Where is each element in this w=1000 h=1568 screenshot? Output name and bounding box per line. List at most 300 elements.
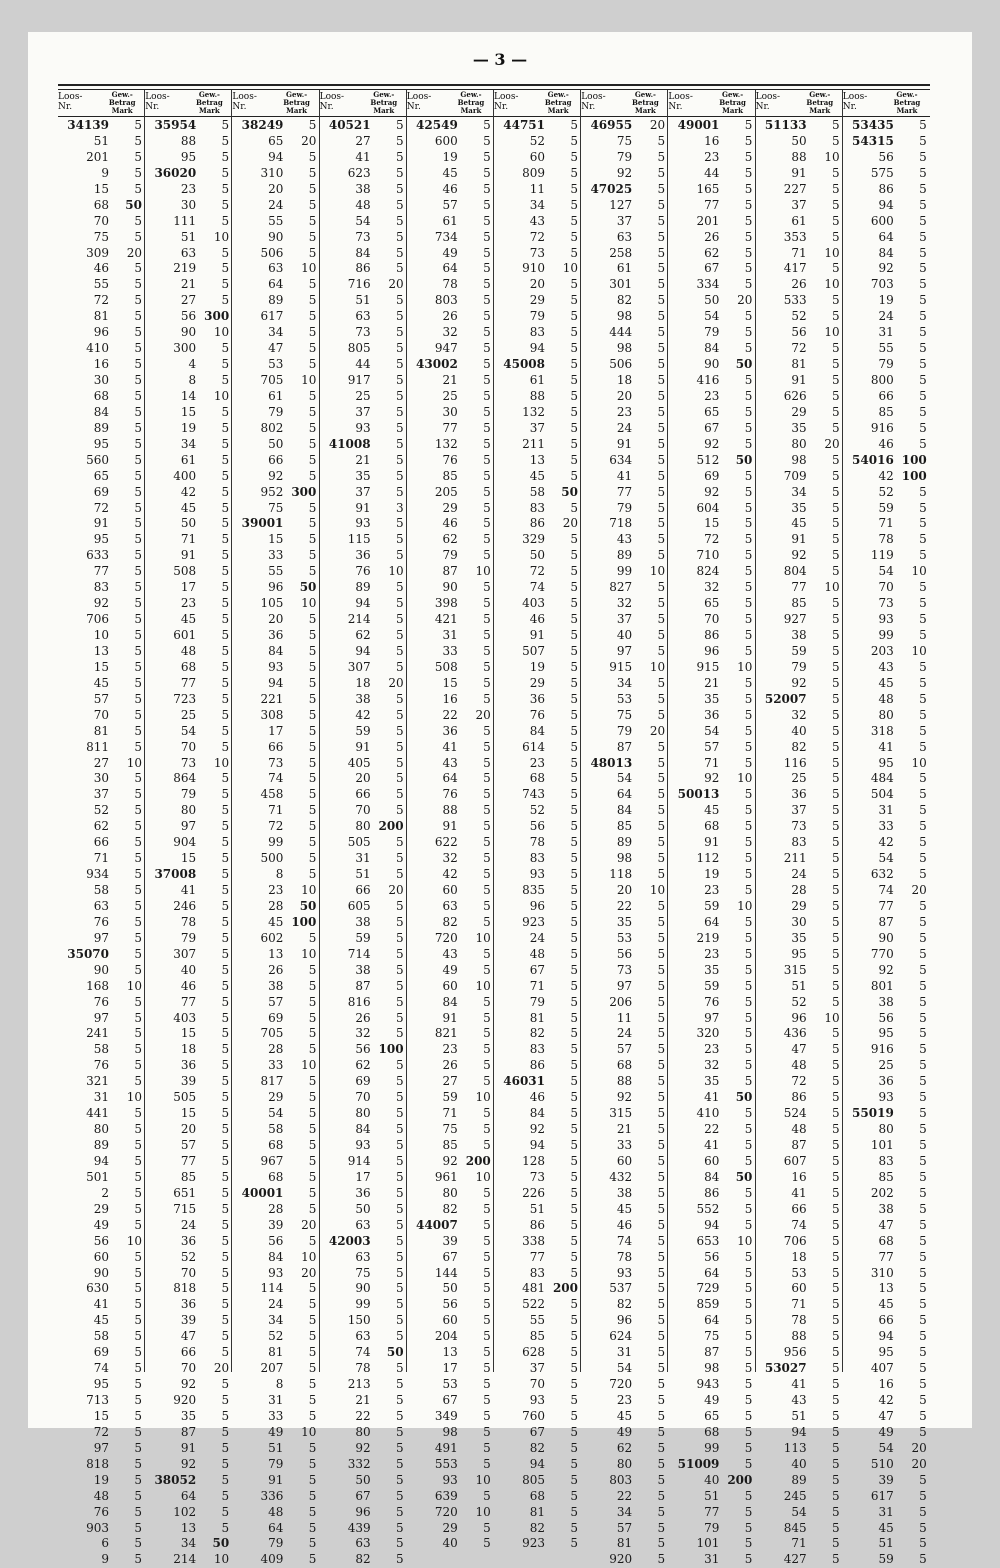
prize-amount: 5 [657,596,666,611]
table-row [843,1202,930,1218]
prize-amount: 10 [475,564,491,579]
ticket-number: 824 [696,564,720,579]
prize-amount: 5 [134,149,142,164]
ticket-number: 85 [878,404,894,419]
table-row [668,931,755,947]
ticket-number: 36 [878,1074,894,1089]
prize-amount: 5 [570,1138,578,1152]
prize-amount: 5 [483,133,491,148]
table-row [843,1026,930,1042]
ticket-number: 506 [609,357,633,372]
ticket-number: 86 [791,1090,807,1105]
table-row [320,1026,407,1042]
table-row [320,612,407,628]
prize-amount: 5 [483,1058,491,1073]
table-row [407,405,494,421]
ticket-number: 89 [93,420,109,435]
prize-amount: 5 [483,388,491,403]
ticket-number: 553 [434,1456,458,1471]
table-row [756,134,843,150]
prize-amount: 5 [221,1313,230,1328]
ticket-number: 64 [442,261,458,276]
ticket-number: 30 [442,404,458,419]
prize-amount: 5 [134,500,142,515]
prize-amount: 5 [570,1249,578,1264]
prize-amount: 5 [395,1329,404,1344]
prize-amount: 5 [570,1488,578,1503]
table-row [232,1552,319,1568]
ticket-number: 76 [355,564,371,579]
prize-amount: 5 [831,596,840,611]
ticket-number: 68 [529,1488,545,1503]
ticket-number: 32 [355,1026,371,1041]
prize-amount: 5 [570,452,578,467]
ticket-number: 20 [268,612,284,627]
ticket-number: 66 [878,388,894,403]
table-row [581,1122,668,1138]
prize-amount: 5 [308,245,317,260]
table-row [581,437,668,453]
ticket-number: 41 [791,1377,807,1392]
table-row [581,501,668,517]
ticket-number: 80 [878,1122,894,1137]
table-row [58,1425,145,1441]
prize-amount: 5 [657,851,666,866]
ticket-number: 18 [791,1249,807,1264]
table-row [756,421,843,437]
ticket-number: 15 [268,532,284,547]
header-amount-label [101,91,143,115]
table-row [581,453,668,469]
prize-amount: 5 [221,1010,230,1025]
prize-amount: 5 [744,883,753,897]
prize-amount: 5 [221,1424,230,1439]
prize-amount: 5 [657,978,666,993]
prize-amount: 5 [919,914,927,929]
prize-amount: 5 [570,1010,578,1025]
ticket-number: 421 [434,612,458,627]
table-row [581,1521,668,1537]
prize-amount: 5 [744,404,753,419]
prize-amount: 5 [657,1488,666,1503]
table-row [756,166,843,182]
prize-amount: 5 [308,1281,317,1296]
ticket-number: 60 [529,149,545,164]
prize-amount: 5 [221,564,230,579]
table-row [320,1074,407,1090]
prize-amount: 5 [134,325,142,340]
table-row [58,819,145,835]
table-row [668,1552,755,1568]
prize-amount: 5 [221,659,230,674]
table-row [232,724,319,740]
ticket-number: 92 [93,596,109,611]
table-row [843,803,930,819]
table-row [58,963,145,979]
ticket-number: 33 [616,1138,633,1152]
ticket-number: 71 [878,516,894,531]
prize-amount: 5 [831,484,840,499]
prize-amount: 5 [919,946,927,961]
ticket-number: 29 [529,675,545,690]
table-row [232,453,319,469]
prize-amount: 5 [831,1217,840,1232]
ticket-number: 101 [696,1536,720,1551]
table-row [668,532,755,548]
table-row [232,1202,319,1218]
table-row [668,1202,755,1218]
ticket-number: 947 [434,341,458,356]
table-row [320,1281,407,1297]
table-row [843,1138,930,1154]
header-amount-line1: Gew.- [460,90,482,99]
ticket-number: 71 [791,1297,807,1312]
ticket-number: 80 [791,436,807,451]
table-row [320,644,407,660]
table-column [842,90,930,1567]
table-row [581,150,668,166]
prize-amount: 50 [212,1536,230,1551]
table-row [145,309,232,325]
ticket-number: 35 [616,914,633,929]
prize-amount: 5 [744,755,753,770]
table-row [407,230,494,246]
table-row [581,1026,668,1042]
ticket-number: 33 [268,1058,284,1073]
ticket-number: 43002 [416,357,458,372]
table-row [843,1505,930,1521]
table-row [843,1234,930,1250]
ticket-number: 24 [268,197,284,212]
ticket-number: 54 [704,723,720,738]
table-row [756,1361,843,1377]
prize-amount: 5 [744,1026,753,1041]
prize-amount: 5 [134,691,142,706]
table-row [843,373,930,389]
ticket-number: 26 [442,309,458,324]
prize-amount: 5 [134,1010,142,1025]
prize-amount: 5 [395,787,404,802]
table-row [756,851,843,867]
ticket-number: 52 [791,994,807,1009]
ticket-number: 622 [434,835,458,850]
table-row [668,437,755,453]
prize-amount: 5 [308,1472,317,1487]
table-row [320,1106,407,1122]
ticket-number: 94 [529,1456,545,1471]
ticket-number: 77 [704,197,720,212]
ticket-number: 94 [878,1329,894,1344]
table-row [843,1250,930,1266]
table-row [756,1313,843,1329]
ticket-number: 64 [704,1265,720,1280]
prize-amount: 5 [221,1058,230,1073]
header-nr-label [843,92,887,112]
prize-amount: 50 [735,357,753,372]
table-row [320,1536,407,1552]
ticket-number: 132 [434,436,458,451]
table-row [58,373,145,389]
prize-amount: 5 [395,357,404,372]
table-row [407,867,494,883]
ticket-number: 44 [355,357,371,372]
prize-amount: 5 [744,978,753,993]
ticket-number: 92 [180,1456,197,1471]
ticket-number: 56 [529,819,545,834]
prize-amount: 5 [570,1026,578,1041]
ticket-number: 54 [616,771,633,786]
ticket-number: 31 [616,1345,633,1360]
prize-amount: 5 [919,357,927,372]
prize-amount: 10 [301,1424,317,1439]
table-row [145,1473,232,1489]
ticket-number: 37 [529,1361,545,1376]
prize-amount: 5 [570,819,578,834]
ticket-number: 82 [529,1440,545,1455]
ticket-number: 96 [268,580,284,595]
row-list [232,118,319,1568]
ticket-number: 46 [616,1217,633,1232]
table-row [756,325,843,341]
table-row [581,771,668,787]
ticket-number: 35 [791,420,807,435]
ticket-number: 95 [93,1377,109,1392]
ticket-number: 504 [870,787,894,802]
prize-amount: 5 [221,962,230,977]
prize-amount: 5 [831,420,840,435]
table-row [581,1297,668,1313]
prize-amount: 5 [308,149,317,164]
table-row [58,357,145,373]
ticket-number: 13 [93,643,109,658]
prize-amount: 5 [919,1122,927,1137]
ticket-number: 86 [529,1058,545,1073]
prize-amount: 5 [919,867,927,882]
prize-amount: 5 [657,1424,666,1439]
prize-amount: 5 [134,1456,142,1471]
table-row [581,118,668,134]
prize-amount: 5 [831,1456,840,1471]
prize-amount: 5 [395,1536,404,1551]
prize-amount: 5 [308,118,317,132]
table-row [756,771,843,787]
table-row [232,1297,319,1313]
ticket-number: 96 [355,1504,371,1519]
ticket-number: 23 [180,596,197,611]
table-row [581,341,668,357]
ticket-number: 505 [173,1090,197,1105]
prize-amount: 200 [727,1472,753,1487]
table-row [407,182,494,198]
prize-amount: 5 [570,930,578,945]
table-row [232,1011,319,1027]
table-row [581,1042,668,1058]
prize-amount: 5 [483,341,491,356]
header-nr-line2: Nr. [319,102,334,112]
ticket-number: 74 [268,771,284,786]
ticket-number: 39 [180,1074,197,1089]
table-row [494,596,581,612]
table-row [494,373,581,389]
table-row [407,166,494,182]
table-row [320,118,407,134]
ticket-number: 8 [188,373,197,387]
table-row [494,341,581,357]
prize-amount: 5 [919,994,927,1009]
table-row [494,1218,581,1234]
ticket-number: 28 [268,1201,284,1216]
table-row [756,1266,843,1282]
ticket-number: 70 [878,580,894,595]
ticket-number: 96 [791,1010,807,1025]
table-row [581,421,668,437]
table-row [756,182,843,198]
ticket-number: 24 [791,867,807,882]
table-row [668,1058,755,1074]
table-row [756,660,843,676]
table-row [494,644,581,660]
prize-amount: 5 [744,1552,753,1567]
prize-amount: 5 [308,213,317,228]
prize-amount: 5 [744,675,753,690]
ticket-number: 34139 [67,118,109,132]
table-row [145,787,232,803]
ticket-number: 42003 [328,1233,371,1248]
table-row [58,644,145,660]
prize-amount: 5 [134,898,142,913]
ticket-number: 64 [704,914,720,929]
ticket-number: 632 [870,867,894,882]
prize-amount: 5 [919,388,927,403]
prize-amount: 5 [483,659,491,674]
table-row [58,1536,145,1552]
table-row [145,995,232,1011]
table-row [668,724,755,740]
table-row [668,309,755,325]
ticket-number: 75 [704,1329,720,1344]
ticket-number: 835 [522,883,545,897]
table-row [58,1281,145,1297]
prize-amount: 5 [744,1153,753,1168]
table-row [843,309,930,325]
ticket-number: 83 [529,500,545,515]
ticket-number: 77 [442,420,458,435]
table-row [581,1138,668,1154]
ticket-number: 65 [704,404,720,419]
prize-amount: 200 [552,1281,578,1296]
ticket-number: 101 [870,1138,894,1152]
row-list [58,118,145,1568]
table-column [145,90,232,1567]
ticket-number: 915 [696,659,720,674]
table-row [756,1329,843,1345]
prize-amount: 5 [919,229,927,244]
prize-amount: 5 [657,309,666,324]
ticket-number: 49 [616,1424,633,1439]
ticket-number: 99 [704,1440,720,1455]
table-row [320,947,407,963]
table-row [494,485,581,501]
ticket-number: 82 [616,1297,633,1312]
ticket-number: 92 [616,1090,633,1105]
prize-amount: 20 [388,277,404,292]
ticket-number: 27 [93,755,109,770]
prize-amount: 5 [919,1106,927,1121]
table-row [145,819,232,835]
prize-amount: 300 [204,309,230,324]
ticket-number: 81 [93,723,109,738]
ticket-number: 63 [355,1217,371,1232]
table-row [843,1297,930,1313]
prize-amount: 5 [134,835,142,850]
table-row [843,198,930,214]
ticket-number: 943 [696,1377,720,1392]
table-row [232,612,319,628]
prize-amount: 5 [657,245,666,260]
table-row [407,516,494,532]
ticket-number: 32 [616,596,633,611]
prize-amount: 5 [134,946,142,961]
table-row [494,1313,581,1329]
prize-amount: 5 [570,1393,578,1407]
table-row [581,1234,668,1250]
prize-amount: 20 [388,883,404,897]
table-row [58,246,145,262]
prize-amount: 5 [483,1393,491,1407]
ticket-number: 34 [180,1536,197,1551]
row-list [407,118,494,1552]
ticket-number: 607 [783,1153,807,1168]
prize-amount: 5 [221,373,230,387]
prize-amount: 5 [919,197,927,212]
prize-amount: 5 [570,309,578,324]
table-row [581,787,668,803]
ticket-number: 79 [268,1456,284,1471]
table-row [843,532,930,548]
table-row [756,867,843,883]
table-row [145,182,232,198]
ticket-number: 55019 [852,1106,894,1121]
prize-amount: 5 [308,1090,317,1105]
table-row [494,309,581,325]
ticket-number: 21 [616,1122,633,1137]
ticket-number: 36020 [154,165,197,180]
prize-amount: 5 [308,1074,317,1089]
table-row [407,1536,494,1552]
ticket-number: 94 [268,149,284,164]
prize-amount: 5 [744,851,753,866]
table-row [145,1042,232,1058]
table-row [145,1281,232,1297]
table-row [494,979,581,995]
table-row [232,899,319,915]
table-row [668,676,755,692]
ticket-number: 318 [870,723,894,738]
table-row [668,246,755,262]
prize-amount: 5 [308,1153,317,1168]
table-row [668,1329,755,1345]
ticket-number: 46955 [590,118,633,132]
prize-amount: 5 [308,1408,317,1423]
prize-amount: 5 [831,1361,840,1376]
prize-amount: 5 [395,309,404,324]
table-row [232,771,319,787]
prize-amount: 5 [919,1329,927,1344]
ticket-number: 56 [93,1233,109,1248]
table-row [843,899,930,915]
ticket-number: 77 [180,1153,197,1168]
prize-amount: 5 [308,1393,317,1407]
